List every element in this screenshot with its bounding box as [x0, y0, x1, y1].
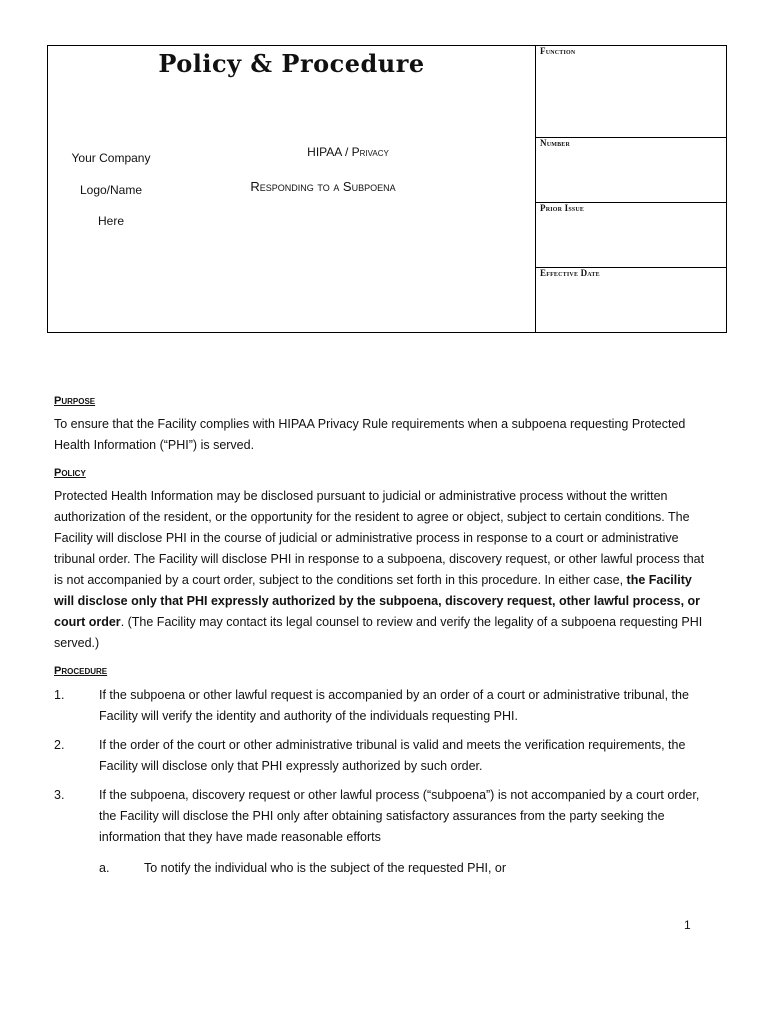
policy-text-part: Protected Health Information may be disclosed pursuant to judicial or administrative process without the written authorization of the resident, or the opportunity for the resident to agree or object, subject to certain conditions. The Facility will disclose PHI in the course of judicial or administrative process in response to a court or administrative tribunal order. The Facility will disclose PHI in response to a subpoena, discovery request, or other lawful process that is not accompanied by a court order, subject to the conditions set forth in this procedure. In either case, — [54, 489, 705, 587]
meta-effective-date — [535, 268, 726, 332]
meta-function-label: Function — [540, 46, 576, 56]
procedure-sub-item-text: To notify the individual who is the subject of the requested PHI, or — [144, 861, 507, 875]
purpose-text: To ensure that the Facility complies with HIPAA Privacy Rule requirements when a subpoena requesting Protected Health Information (“PHI”) is served. — [54, 417, 686, 452]
policy-text-part: . (The Facility may contact its legal counsel to review and verify the legality of a subpoena requesting PHI served.) — [54, 615, 703, 650]
logo-line: Here — [97, 214, 124, 228]
policy-category: HIPAA / Privacy — [307, 145, 389, 159]
procedure-item-text: If the order of the court or other administrative tribunal is valid and meets the verification requirements, the Facility will disclose only that PHI expressly authorized by such order. — [99, 738, 686, 773]
logo-line: Your Company — [71, 151, 151, 165]
procedure-item-text: If the subpoena, discovery request or other lawful process (“subpoena”) is not accompanied by a court order, the Facility will disclose the PHI only after obtaining satisfactory assurances from the party seeking the information that they have made reasonable efforts — [99, 788, 700, 844]
logo-placeholder — [58, 143, 164, 238]
page-title: Policy & Procedure — [158, 49, 425, 78]
policy-heading: Policy — [54, 467, 86, 479]
procedure-heading: Procedure — [54, 665, 108, 677]
page-number: 1 — [684, 918, 691, 932]
procedure-sub-item — [54, 858, 714, 879]
meta-function — [535, 46, 726, 138]
header-main-panel — [48, 46, 536, 332]
procedure-item — [54, 685, 714, 727]
meta-prior-issue — [535, 203, 726, 268]
policy-text-emphasis: the Facility will disclose only that PHI expressly authorized by the subpoena, discovery request, other lawful process, or court order — [54, 573, 701, 629]
purpose-heading: Purpose — [54, 395, 96, 407]
policy-text — [54, 486, 714, 654]
header-meta-panel — [535, 46, 726, 332]
meta-prior-issue-label: Prior Issue — [540, 203, 585, 213]
meta-number-label: Number — [540, 138, 571, 148]
procedure-item-number: 2. — [54, 738, 65, 752]
procedure-item-text: If the subpoena or other lawful request is accompanied by an order of a court or administrative tribunal, the Facility will verify the identity and authority of the individuals requesting PHI. — [99, 688, 689, 723]
meta-effective-date-label: Effective Date — [540, 268, 600, 278]
procedure-item-number: 1. — [54, 688, 65, 702]
document-header — [47, 45, 727, 333]
logo-line: Logo/Name — [79, 182, 143, 197]
procedure-item — [54, 735, 714, 777]
document-body — [54, 392, 714, 879]
policy-subject: Responding to a Subpoena — [250, 179, 396, 194]
meta-number — [535, 138, 726, 203]
procedure-item — [54, 785, 714, 848]
procedure-item-number: 3. — [54, 788, 65, 802]
procedure-sub-item-letter: a. — [99, 861, 110, 875]
